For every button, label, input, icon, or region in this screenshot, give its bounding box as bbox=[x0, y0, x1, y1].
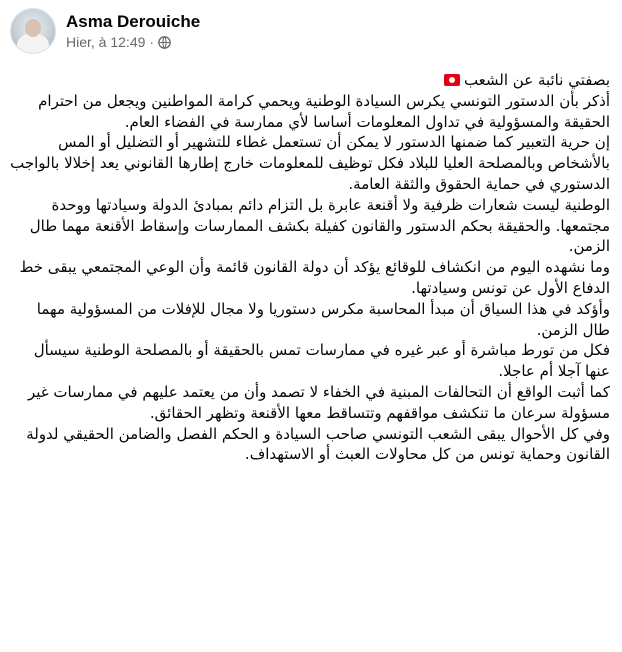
post-paragraph: الوطنية ليست شعارات ظرفية ولا أقنعة عابرة بل التزام دائم بمبادئ الدولة وسيادتها ووحدة مجتمعها. والحقيقة بحكم الدستور والقانون كفيلة بكشف الممارسات وإسقاط الأقنعة مهما طال الزمن. bbox=[29, 195, 610, 256]
post-text bbox=[10, 70, 610, 465]
tunisia-flag-icon bbox=[444, 74, 460, 86]
globe-icon[interactable] bbox=[158, 36, 171, 49]
author-name[interactable]: Asma Derouiche bbox=[66, 12, 201, 31]
post-paragraph: أذكر بأن الدستور التونسي يكرس السيادة الوطنية ويحمي كرامة المواطنين ويجعل من احترام الحقيقة والمسؤولية في تداول المعلومات أساسا لأي ممارسة في الفضاء العام. bbox=[38, 91, 610, 131]
avatar-face bbox=[25, 19, 41, 37]
post-paragraph: كما أثبت الواقع أن التحالفات المبنية في الخفاء لا تصمد وأن من يعتمد عليهم في ممارسات غير مسؤولة سرعان ما تنكشف مواقفهم وتتساقط معها الأقنعة وتظهر الحقائق. bbox=[27, 382, 610, 422]
separator-dot: · bbox=[149, 34, 155, 50]
post-meta bbox=[66, 12, 200, 50]
post-paragraph: فكل من تورط مباشرة أو عبر غيره في ممارسات تمس بالحقيقة أو بالمصلحة الوطنية سيسأل عنها آجلا أم عاجلا. bbox=[33, 341, 610, 381]
avatar[interactable] bbox=[10, 8, 56, 54]
post-paragraph: وفي كل الأحوال يبقى الشعب التونسي صاحب السيادة و الحكم الفصل والضامن الحقيقي لدولة القانون وحماية تونس من كل محاولات العبث أو الاستهداف. bbox=[26, 424, 610, 464]
post-timestamp[interactable]: Hier, à 12:49 bbox=[66, 34, 146, 50]
post-paragraph bbox=[10, 70, 610, 91]
post-paragraph: وأؤكد في هذا السياق أن مبدأ المحاسبة مكرس دستوريا ولا مجال للإفلات من المسؤولية مهما طال الزمن. bbox=[36, 299, 610, 339]
post-header bbox=[10, 8, 200, 54]
post-paragraph: وما نشهده اليوم من انكشاف للوقائع يؤكد أن دولة القانون قائمة وأن الوعي المجتمعي يبقى خط الدفاع الأول عن تونس وسيادتها. bbox=[19, 258, 610, 297]
post-subline bbox=[66, 34, 200, 50]
post-paragraph-text: بصفتي نائبة عن الشعب bbox=[463, 71, 610, 89]
post-paragraph: إن حرية التعبير كما ضمنها الدستور لا يمكن أن تستعمل غطاء للتشهير أو التضليل أو المس بالأشخاص وبالمصلحة العليا للبلاد فكل توظيف للمعلومات خارج إطارها القانوني يعد إخلالا بالواجب الدستوري في حماية الحقوق والثقة العامة. bbox=[10, 133, 610, 193]
